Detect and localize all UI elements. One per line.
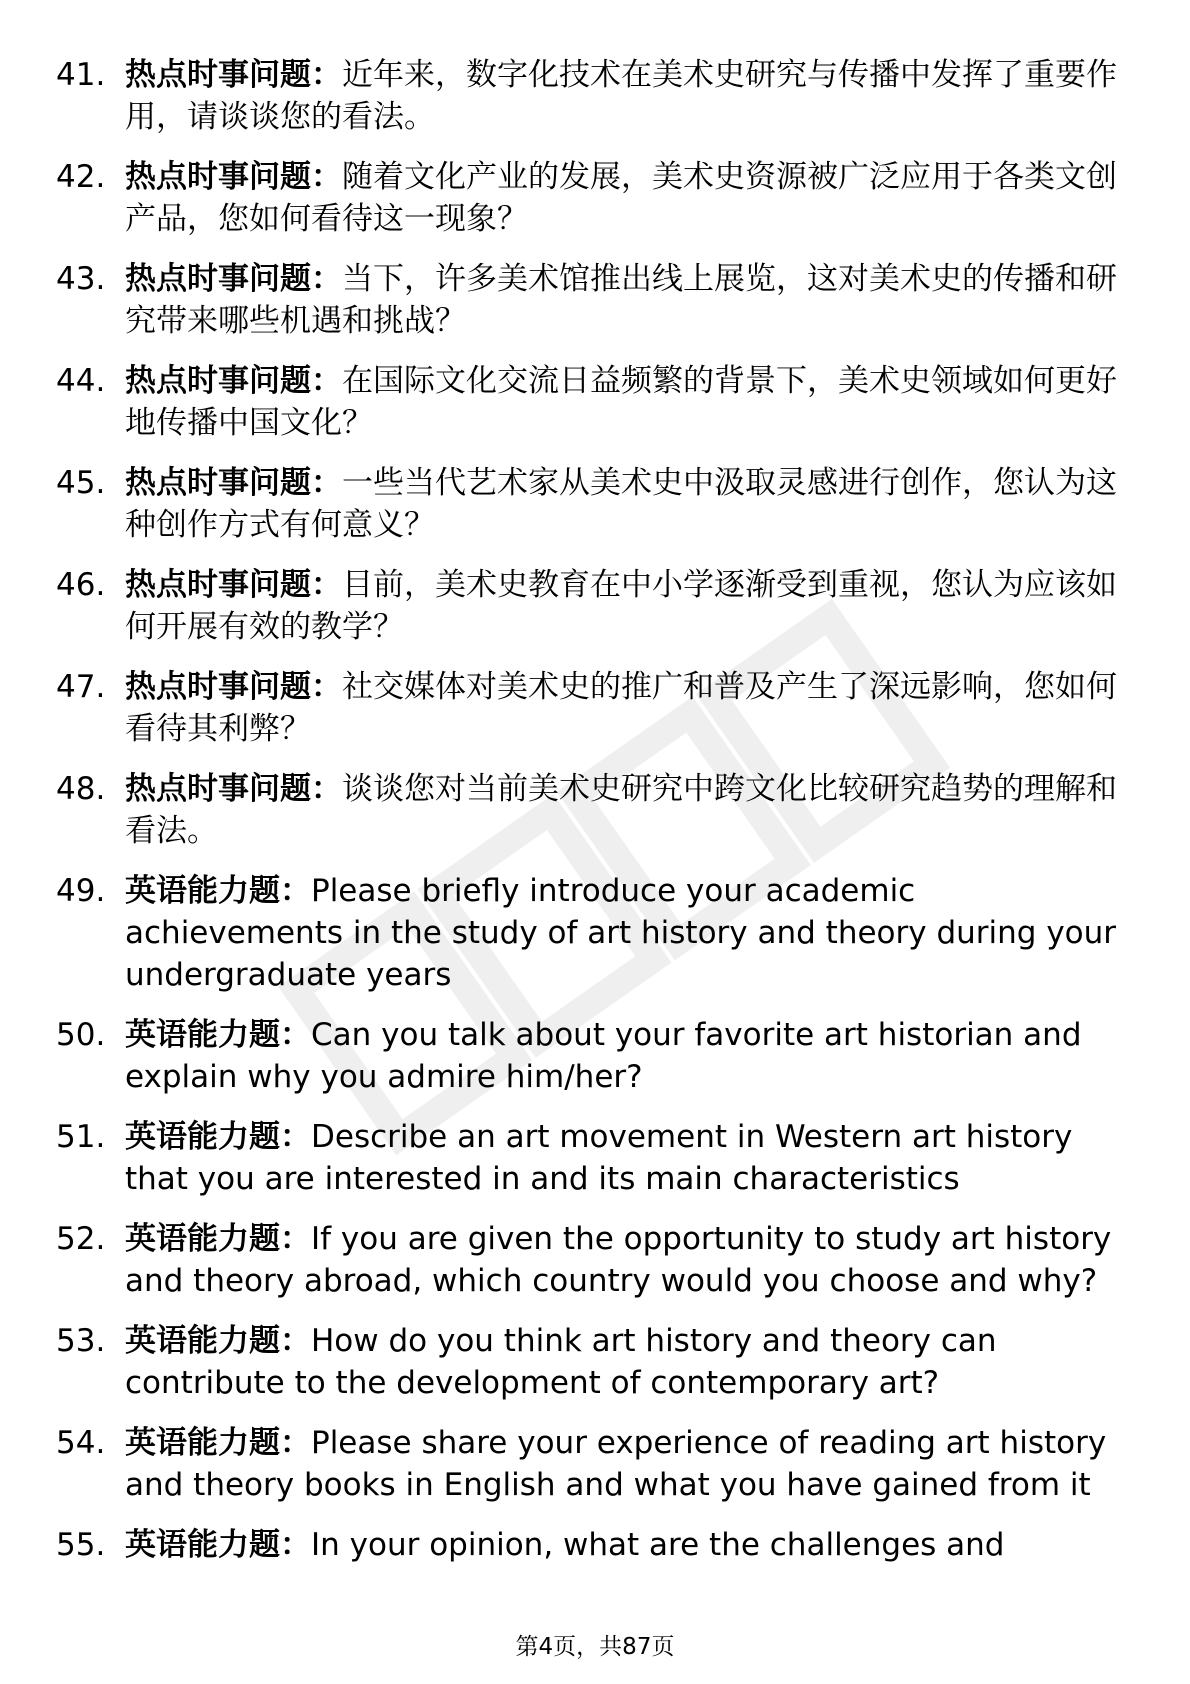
question-number: 54. [56,1425,106,1461]
question-category: 热点时事问题： [125,669,342,705]
question-category: 英语能力题： [125,1527,311,1563]
question-text: 在国际文化交流日益频繁的背景下，美术史领域如何更好地传播中国文化？ [125,363,1117,441]
question-item-52 [0,1218,1190,1302]
question-number: 51. [56,1119,106,1155]
question-number: 44. [56,363,106,399]
question-number: 47. [56,669,106,705]
question-item-46 [0,564,1190,648]
question-category: 英语能力题： [125,1221,311,1257]
question-item-47 [0,666,1190,750]
question-number: 41. [56,57,106,93]
question-number: 53. [56,1323,106,1359]
question-text: Please share your experience of reading art history and theory books in English and what you have gained from it [125,1425,1107,1503]
question-item-48 [0,768,1190,852]
question-category: 热点时事问题： [125,159,342,195]
question-number: 42. [56,159,106,195]
question-text: If you are given the opportunity to study art history and theory abroad, which country would you choose and why? [125,1221,1112,1299]
question-category: 英语能力题： [125,1017,311,1053]
question-text: 目前，美术史教育在中小学逐渐受到重视，您认为应该如何开展有效的教学？ [125,567,1117,645]
question-text: Please briefly introduce your academic achievements in the study of art history and theory during your undergraduate years [125,873,1117,993]
question-text: Can you talk about your favorite art historian and explain why you admire him/her? [125,1017,1082,1095]
question-item-50 [0,1014,1190,1098]
question-text: Describe an art movement in Western art history that you are interested in and its main characteristics [125,1119,1073,1197]
question-text: 当下，许多美术馆推出线上展览，这对美术史的传播和研究带来哪些机遇和挑战？ [125,261,1117,339]
question-item-53 [0,1320,1190,1404]
question-item-55 [0,1524,1190,1566]
question-item-54 [0,1422,1190,1506]
question-item-45 [0,462,1190,546]
page-number-footer: 第4页，共87页 [515,1634,675,1660]
question-text: 社交媒体对美术史的推广和普及产生了深远影响，您如何看待其利弊？ [125,669,1117,747]
question-list [0,54,1190,1584]
question-number: 45. [56,465,106,501]
question-category: 英语能力题： [125,1323,311,1359]
question-item-51 [0,1116,1190,1200]
question-item-42 [0,156,1190,240]
question-category: 热点时事问题： [125,567,342,603]
question-text: 近年来，数字化技术在美术史研究与传播中发挥了重要作用，请谈谈您的看法。 [125,57,1117,135]
question-number: 43. [56,261,106,297]
question-item-41 [0,54,1190,138]
question-number: 50. [56,1017,106,1053]
question-text: In your opinion, what are the challenges and [311,1527,1005,1563]
question-text: 谈谈您对当前美术史研究中跨文化比较研究趋势的理解和看法。 [125,771,1117,849]
question-text: 一些当代艺术家从美术史中汲取灵感进行创作，您认为这种创作方式有何意义？ [125,465,1117,543]
question-item-43 [0,258,1190,342]
question-item-49 [0,870,1190,996]
question-category: 热点时事问题： [125,363,342,399]
question-text: How do you think art history and theory can contribute to the development of contemporary art? [125,1323,997,1401]
question-number: 48. [56,771,106,807]
question-category: 英语能力题： [125,1119,311,1155]
question-category: 英语能力题： [125,1425,311,1461]
question-number: 49. [56,873,106,909]
question-category: 热点时事问题： [125,57,342,93]
question-category: 热点时事问题： [125,465,342,501]
question-number: 55. [56,1527,106,1563]
question-item-44 [0,360,1190,444]
question-number: 46. [56,567,106,603]
question-number: 52. [56,1221,106,1257]
question-category: 英语能力题： [125,873,311,909]
question-text: 随着文化产业的发展，美术史资源被广泛应用于各类文创产品，您如何看待这一现象？ [125,159,1117,237]
question-category: 热点时事问题： [125,771,342,807]
question-category: 热点时事问题： [125,261,342,297]
